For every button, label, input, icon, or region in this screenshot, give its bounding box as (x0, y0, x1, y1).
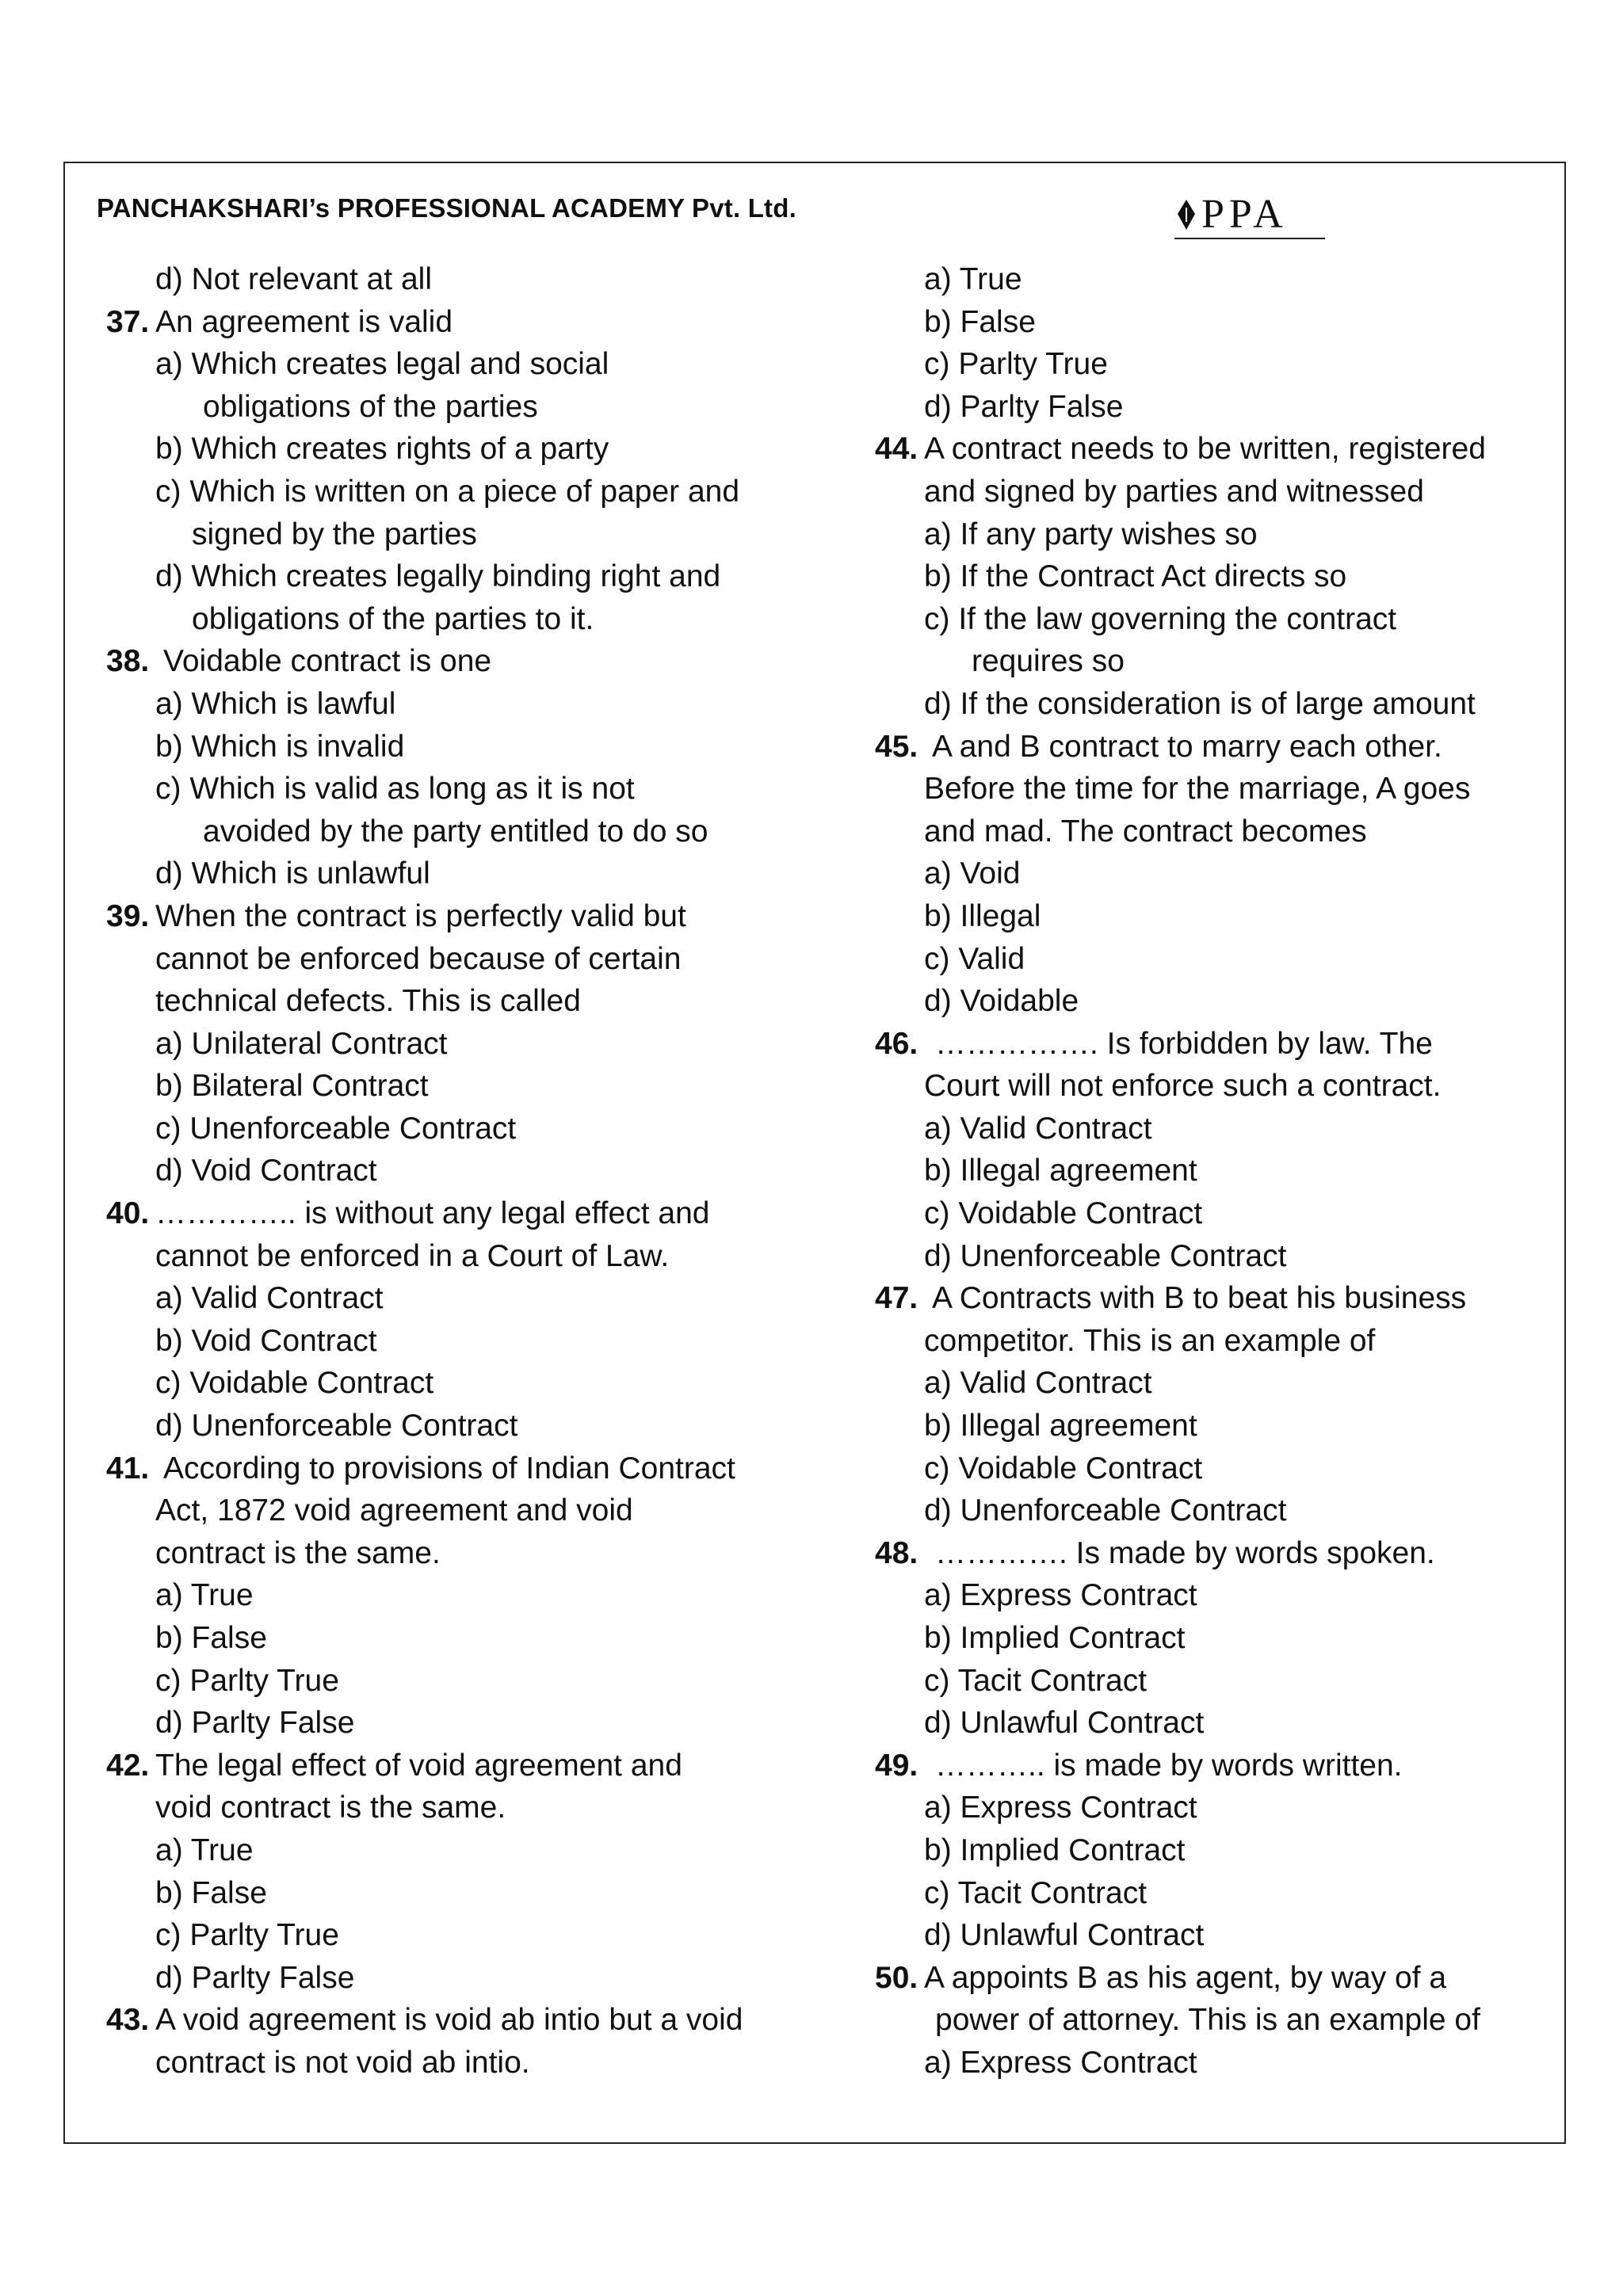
question-number: 50. (875, 1960, 918, 1995)
line-text: d) Voidable (924, 984, 1079, 1019)
logo-text: PPA (1201, 192, 1288, 237)
question-line (106, 1957, 819, 2000)
question-line (875, 1320, 1588, 1363)
line-text: b) If the Contract Act directs so (924, 559, 1347, 594)
question-line (875, 386, 1588, 429)
line-text: d) Which creates legally binding right and (155, 559, 721, 594)
line-text: contract is not void ab intio. (155, 2045, 530, 2080)
question-line (875, 258, 1588, 301)
question-line (106, 1235, 819, 1278)
question-line (875, 2042, 1588, 2084)
line-text: d) Parlty False (924, 389, 1124, 424)
question-line (106, 1787, 819, 1829)
question-number: 41. (106, 1451, 150, 1486)
question-line (106, 1362, 819, 1405)
line-text: a) Express Contract (924, 2045, 1197, 2080)
question-line (106, 1320, 819, 1363)
line-text: a) True (155, 1578, 254, 1613)
question-line (106, 980, 819, 1023)
line-text: c) Which is valid as long as it is not (155, 772, 635, 807)
question-line (106, 598, 819, 641)
line-text: b) Bilateral Contract (155, 1069, 429, 1104)
line-text: b) Void Contract (155, 1323, 377, 1358)
question-line (106, 1660, 819, 1703)
line-text: b) Illegal agreement (924, 1409, 1197, 1444)
line-text: power of attorney. This is an example of (935, 2003, 1480, 2038)
question-line (106, 513, 819, 556)
question-line (875, 301, 1588, 344)
line-text: a) Express Contract (924, 1791, 1197, 1825)
line-text: c) Voidable Contract (924, 1451, 1203, 1486)
line-text: d) Parlty False (155, 1960, 355, 1995)
question-stem-line (875, 1277, 1588, 1320)
left-column (106, 258, 819, 2084)
question-line (106, 1405, 819, 1447)
question-line (106, 1829, 819, 1872)
ppa-logo (1174, 187, 1325, 242)
question-stem-line (875, 1023, 1588, 1066)
line-text: Voidable contract is one (163, 644, 492, 679)
question-line (875, 555, 1588, 598)
question-line (106, 386, 819, 429)
line-text: d) Unenforceable Contract (924, 1238, 1287, 1273)
line-text: A contract needs to be written, registered (924, 432, 1486, 467)
question-stem-line (875, 1745, 1588, 1787)
line-text: ……………. Is forbidden by law. The (935, 1026, 1433, 1061)
line-text: obligations of the parties to it. (192, 601, 594, 636)
line-text: d) Unenforceable Contract (155, 1409, 518, 1444)
line-text: d) Unlawful Contract (924, 1706, 1205, 1741)
question-line (875, 1574, 1588, 1617)
line-text: a) True (924, 262, 1022, 296)
question-line (106, 1150, 819, 1192)
line-text: b) False (155, 1621, 267, 1655)
question-line (106, 1277, 819, 1320)
question-line (106, 1489, 819, 1532)
question-line (106, 1108, 819, 1150)
line-text: b) Which is invalid (155, 729, 405, 764)
line-text: c) Parlty True (155, 1918, 339, 1953)
line-text: and mad. The contract becomes (924, 814, 1367, 849)
line-text: c) Valid (924, 941, 1025, 976)
line-text: d) Unenforceable Contract (924, 1493, 1287, 1528)
question-line (875, 810, 1588, 853)
question-number: 43. (106, 2003, 150, 2038)
question-line (875, 1489, 1588, 1532)
question-line (875, 1405, 1588, 1447)
line-text: a) True (155, 1833, 254, 1867)
question-line (875, 1192, 1588, 1235)
question-line (106, 2042, 819, 2084)
line-text: ……….. is made by words written. (935, 1748, 1403, 1783)
line-text: c) Parlty True (155, 1663, 339, 1698)
line-text: A appoints B as his agent, by way of a (924, 1960, 1447, 1995)
line-text: A Contracts with B to beat his business (932, 1281, 1467, 1316)
question-number: 39. (106, 898, 150, 933)
line-text: A void agreement is void ab intio but a void (155, 2003, 743, 2038)
question-line (875, 1362, 1588, 1405)
line-text: c) Unenforceable Contract (155, 1111, 517, 1146)
question-number: 46. (875, 1026, 918, 1061)
line-text: Court will not enforce such a contract. (924, 1069, 1442, 1104)
logo-underline (1174, 238, 1325, 239)
line-text: d) Unlawful Contract (924, 1918, 1205, 1953)
line-text: Act, 1872 void agreement and void (155, 1493, 633, 1528)
line-text: d) Not relevant at all (155, 262, 433, 296)
line-text: c) Voidable Contract (924, 1196, 1203, 1231)
question-stem-line (875, 1532, 1588, 1575)
line-text: and signed by parties and witnessed (924, 474, 1424, 509)
question-line (106, 726, 819, 769)
line-text: When the contract is perfectly valid but (155, 898, 686, 933)
line-text: a) Valid Contract (924, 1366, 1152, 1401)
right-column (875, 258, 1588, 2084)
question-line (106, 683, 819, 726)
line-text: a) If any party wishes so (924, 517, 1258, 551)
question-number: 44. (875, 432, 918, 467)
question-line (106, 555, 819, 598)
line-text: signed by the parties (192, 517, 477, 551)
question-line (875, 895, 1588, 938)
line-text: A and B contract to marry each other. (932, 729, 1442, 764)
question-line (875, 852, 1588, 895)
line-text: a) Which creates legal and social (155, 347, 609, 382)
question-line (875, 980, 1588, 1023)
question-line (875, 1999, 1588, 2042)
question-line (875, 1702, 1588, 1745)
question-line (106, 1617, 819, 1660)
line-text: c) Which is written on a piece of paper and (155, 474, 740, 509)
line-text: b) Illegal agreement (924, 1154, 1197, 1188)
question-number: 45. (875, 729, 918, 764)
line-text: avoided by the party entitled to do so (203, 814, 708, 849)
line-text: a) Express Contract (924, 1578, 1197, 1613)
question-line (875, 1872, 1588, 1915)
question-number: 38. (106, 644, 150, 679)
line-text: c) Voidable Contract (155, 1366, 434, 1401)
question-line (106, 1872, 819, 1915)
question-line (875, 1447, 1588, 1490)
line-text: According to provisions of Indian Contract (163, 1451, 735, 1486)
question-line (106, 1532, 819, 1575)
line-text: d) Parlty False (155, 1706, 355, 1741)
line-text: b) Which creates rights of a party (155, 432, 609, 467)
line-text: technical defects. This is called (155, 984, 581, 1019)
header-org-name: PANCHAKSHARI’s PROFESSIONAL ACADEMY Pvt. Ltd. (97, 193, 796, 223)
question-line (875, 471, 1588, 513)
line-text: b) False (155, 1875, 267, 1910)
question-stem-line (106, 640, 819, 683)
line-text: a) Void (924, 856, 1021, 891)
line-text: c) If the law governing the contract (924, 601, 1397, 636)
question-line (875, 1617, 1588, 1660)
question-line (875, 768, 1588, 810)
question-line (875, 938, 1588, 981)
question-line (106, 258, 819, 301)
line-text: d) Void Contract (155, 1154, 377, 1188)
question-line (106, 343, 819, 386)
question-number: 47. (875, 1281, 918, 1316)
question-line (106, 938, 819, 981)
line-text: c) Parlty True (924, 347, 1108, 382)
question-line (875, 640, 1588, 683)
question-number: 42. (106, 1748, 150, 1783)
question-line (875, 1235, 1588, 1278)
question-line (106, 810, 819, 853)
question-stem-line (106, 1999, 819, 2042)
question-line (875, 1660, 1588, 1703)
line-text: Before the time for the marriage, A goes (924, 772, 1471, 807)
question-number: 37. (106, 304, 150, 339)
question-stem-line (106, 301, 819, 344)
line-text: b) False (924, 304, 1036, 339)
question-stem-line (106, 1745, 819, 1787)
line-text: b) Illegal (924, 898, 1041, 933)
question-line (875, 1108, 1588, 1150)
line-text: contract is the same. (155, 1535, 441, 1570)
question-stem-line (106, 1192, 819, 1235)
line-text: c) Tacit Contract (924, 1875, 1148, 1910)
line-text: a) Which is lawful (155, 686, 396, 721)
question-number: 40. (106, 1196, 150, 1231)
question-line (875, 1065, 1588, 1108)
line-text: cannot be enforced because of certain (155, 941, 682, 976)
question-number: 48. (875, 1535, 918, 1570)
question-line (106, 1702, 819, 1745)
question-line (106, 1065, 819, 1108)
line-text: ………….. is without any legal effect and (155, 1196, 710, 1231)
question-line (875, 598, 1588, 641)
question-stem-line (875, 428, 1588, 471)
question-stem-line (106, 895, 819, 938)
line-text: d) Which is unlawful (155, 856, 430, 891)
question-line (875, 1150, 1588, 1192)
question-line (106, 1914, 819, 1957)
question-line (106, 852, 819, 895)
question-line (875, 343, 1588, 386)
line-text: a) Valid Contract (924, 1111, 1152, 1146)
pen-nib-icon (1174, 198, 1198, 233)
line-text: c) Tacit Contract (924, 1663, 1148, 1698)
question-line (875, 1914, 1588, 1957)
line-text: void contract is the same. (155, 1791, 506, 1825)
question-number: 49. (875, 1748, 918, 1783)
line-text: d) If the consideration is of large amount (924, 686, 1476, 721)
question-line (106, 1574, 819, 1617)
question-line (875, 683, 1588, 726)
line-text: cannot be enforced in a Court of Law. (155, 1238, 670, 1273)
line-text: a) Unilateral Contract (155, 1026, 448, 1061)
question-stem-line (875, 726, 1588, 769)
line-text: The legal effect of void agreement and (155, 1748, 682, 1783)
line-text: b) Implied Contract (924, 1621, 1186, 1655)
line-text: An agreement is valid (155, 304, 453, 339)
line-text: obligations of the parties (203, 389, 538, 424)
line-text: …………. Is made by words spoken. (935, 1535, 1435, 1570)
line-text: b) Implied Contract (924, 1833, 1186, 1867)
line-text: competitor. This is an example of (924, 1323, 1376, 1358)
question-stem-line (106, 1447, 819, 1490)
question-line (875, 513, 1588, 556)
question-stem-line (875, 1957, 1588, 2000)
question-line (106, 1023, 819, 1066)
question-line (106, 471, 819, 513)
question-line (875, 1787, 1588, 1829)
question-line (875, 1829, 1588, 1872)
question-line (106, 428, 819, 471)
line-text: requires so (972, 644, 1125, 679)
line-text: a) Valid Contract (155, 1281, 384, 1316)
question-line (106, 768, 819, 810)
